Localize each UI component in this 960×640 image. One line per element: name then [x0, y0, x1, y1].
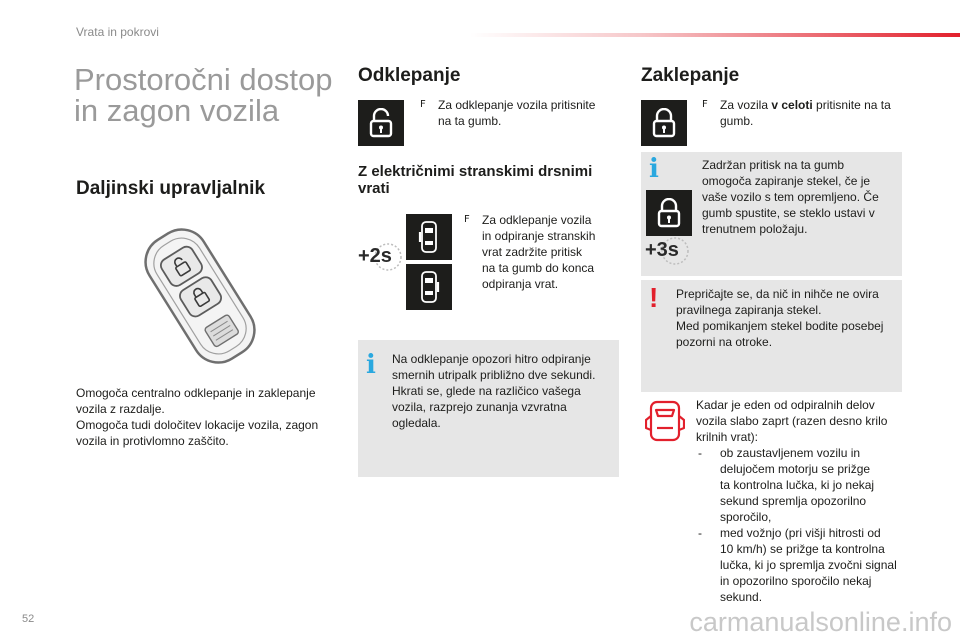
doors-text-line: in odpiranje stranskih: [482, 229, 596, 243]
info-icon: i: [649, 154, 659, 184]
alert-item-line: ta kontrolna lučka, ki jo nekaj: [720, 478, 875, 492]
warning-panel: [641, 280, 902, 392]
sliding-doors-heading-line: vrati: [358, 180, 390, 197]
lock-button-icon: [646, 190, 692, 236]
lock-text-post: pritisnite na ta: [812, 98, 891, 112]
open-door-alert: [696, 397, 906, 605]
info-text-line: omogoča zapiranje stekel, če je: [702, 174, 871, 188]
list-item: [696, 445, 906, 525]
list-item: [696, 525, 906, 605]
hold-2s-icon: [356, 242, 402, 272]
alert-intro-line: Kadar je eden od odpiralnih delov: [696, 398, 875, 412]
info-text-line: Na odklepanje opozori hitro odpiranje: [392, 352, 591, 366]
alert-item-line: sekund spremlja opozorilno: [720, 494, 867, 508]
lock-info-text: [702, 157, 898, 237]
alert-item-line: - ob zaustavljenem vozilu in: [720, 446, 861, 460]
open-door-warning-icon: [645, 398, 685, 444]
info-text-line: Hkrati se, glede na različico vašega: [392, 384, 581, 398]
bullet-marker: F: [464, 214, 470, 225]
watermark: carmanualsonline.info: [689, 607, 952, 637]
timer-label: +2s: [358, 245, 392, 267]
page-title-line2: in zagon vozila: [74, 93, 280, 128]
remote-description: [76, 385, 336, 449]
lock-text-line: [720, 97, 902, 113]
lock-button-icon: [641, 100, 687, 146]
alert-item-line: delujočem motorju se prižge: [720, 462, 871, 476]
warning-text: [676, 286, 898, 350]
info-text-line: vozila, razprejo zunanja vzvratna: [392, 400, 567, 414]
sliding-doors-heading-line: Z električnimi stranskimi drsnimi: [358, 163, 593, 180]
page-title: [74, 64, 332, 126]
key-fob-illustration: [130, 218, 270, 373]
lock-text-line: gumb.: [720, 114, 754, 128]
doors-text-line: vrat zadržite pritisk: [482, 245, 583, 259]
lock-text-bold: v celoti: [771, 98, 813, 112]
alert-item-line: sporočilo,: [720, 510, 772, 524]
unlock-button-icon: [358, 100, 404, 146]
alert-intro-line: vozila slabo zaprt (razen desno krilo: [696, 414, 888, 428]
unlock-text-line: Za odklepanje vozila pritisnite: [438, 98, 596, 112]
lock-instruction: [702, 97, 902, 129]
info-text-line: smernih utripalk približno dve sekundi.: [392, 368, 596, 382]
warning-text-line: pravilnega zapiranja stekel.: [676, 303, 822, 317]
alert-intro-line: krilnih vrat):: [696, 430, 759, 444]
unlock-heading: Odklepanje: [358, 65, 461, 86]
info-text-line: trenutnem položaju.: [702, 222, 808, 236]
info-text-line: ogledala.: [392, 416, 441, 430]
unlock-info-panel: [358, 340, 619, 477]
section-header: Vrata in pokrovi: [76, 25, 159, 39]
alert-item-line: sekund.: [720, 590, 763, 604]
unlock-text-line: na ta gumb.: [438, 114, 502, 128]
remote-description-line: vozila z razdalje.: [76, 402, 165, 416]
header-accent-bar: [470, 33, 960, 37]
doors-text-line: na ta gumb do konca: [482, 261, 595, 275]
sliding-doors-instruction: [464, 212, 614, 292]
timer-label: +3s: [645, 239, 679, 261]
left-sliding-door-icon: [406, 214, 452, 260]
warning-text-line: Med pomikanjem stekel bodite posebej: [676, 319, 884, 333]
remote-description-line: vozila in protivlomno zaščito.: [76, 434, 229, 448]
alert-item-line: - med vožnjo (pri višji hitrosti od: [720, 526, 881, 540]
remote-heading: Daljinski upravljalnik: [76, 178, 266, 199]
info-text-line: Zadržan pritisk na ta gumb: [702, 158, 845, 172]
doors-text-line: odpiranja vrat.: [482, 277, 559, 291]
hold-3s-icon: [643, 236, 689, 266]
warning-icon: !: [649, 282, 659, 313]
info-text-line: vaše vozilo s tem opremljeno. Če: [702, 190, 879, 204]
bullet-marker: F: [420, 99, 426, 110]
unlock-instruction: [420, 97, 610, 129]
alert-list: [696, 445, 906, 605]
right-sliding-door-icon: [406, 264, 452, 310]
remote-description-line: Omogoča centralno odklepanje in zaklepanje: [76, 386, 316, 400]
info-icon: i: [366, 350, 376, 380]
page-number: 52: [22, 613, 35, 625]
alert-item-line: lučka, ki jo spremlja zvočni signal: [720, 558, 897, 572]
warning-text-line: Prepričajte se, da nič in nihče ne ovira: [676, 287, 879, 301]
remote-description-line: Omogoča tudi določitev lokacije vozila, zagon: [76, 418, 319, 432]
unlock-info-text: [392, 351, 617, 431]
warning-text-line: pozorni na otroke.: [676, 335, 773, 349]
doors-text-line: Za odklepanje vozila: [482, 213, 592, 227]
bullet-marker: F: [702, 99, 708, 110]
lock-heading: Zaklepanje: [641, 65, 740, 86]
lock-text-pre: Za vozila: [720, 98, 772, 112]
alert-item-line: 10 km/h) se prižge ta kontrolna: [720, 542, 885, 556]
sliding-doors-heading: [358, 163, 618, 197]
alert-item-line: in opozorilno sporočilo nekaj: [720, 574, 872, 588]
page-title-line1: Prostoročni dostop: [74, 62, 333, 97]
info-text-line: gumb spustite, se steklo ustavi v: [702, 206, 875, 220]
lock-info-panel: [641, 152, 902, 276]
